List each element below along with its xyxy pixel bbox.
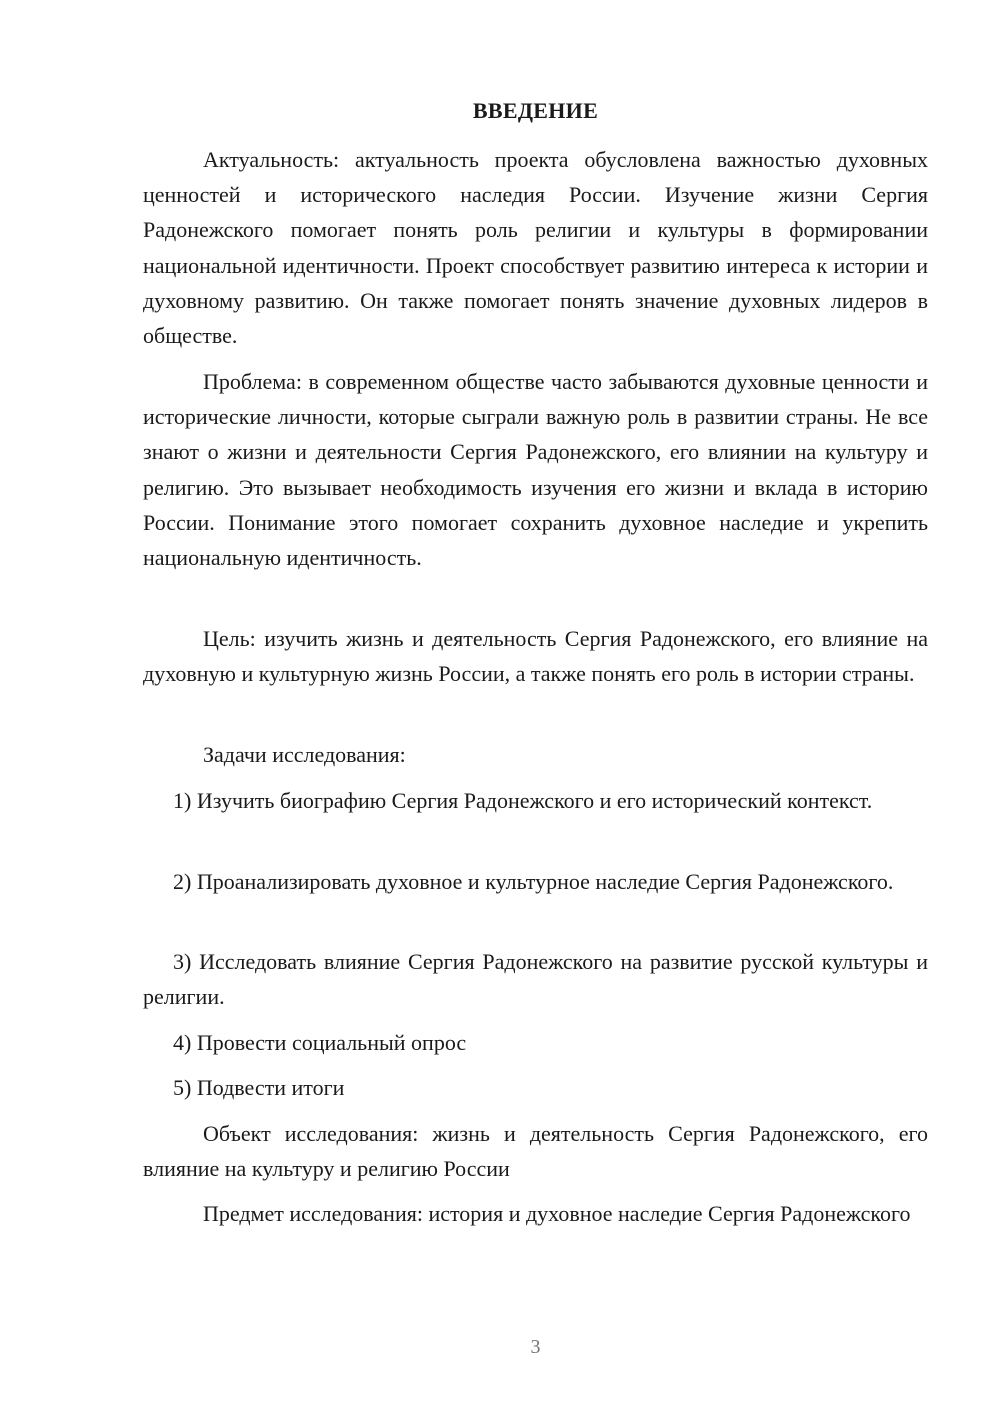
document-page [143, 0, 928, 1414]
paragraph-problem: Проблема: в современном обществе часто забываются духовные ценности и исторические личности, которые сыграли важную роль в развитии страны. Не все знают о жизни и деятельности Сергия Радонежского, его влиянии на культуру и религию. Это вызывает необходимость изучения его жизни и вклада в историю России. Понимание этого помогает сохранить духовное наследие и укрепить национальную идентичность. [143, 369, 928, 571]
paragraph-research-object: Объект исследования: жизнь и деятельность Сергия Радонежского, его влияние на культуру и религию России [143, 1121, 928, 1182]
paragraph-goal: Цель: изучить жизнь и деятельность Сергия Радонежского, его влияние на духовную и культурную жизнь России, а также понять его роль в истории страны. [143, 626, 928, 687]
paragraph-relevance: Актуальность: актуальность проекта обусловлена важностью духовных ценностей и исторического наследия России. Изучение жизни Сергия Радонежского помогает понять роль религии и культуры в формировании национальной идентичности. Проект способствует развитию интереса к истории и духовному развитию. Он также помогает понять значение духовных лидеров в обществе. [143, 147, 928, 349]
list-item-task-1: 1) Изучить биографию Сергия Радонежского и его исторический контекст. [173, 788, 873, 813]
list-item-task-5: 5) Подвести итоги [173, 1075, 345, 1100]
list-item-task-3: 3) Исследовать влияние Сергия Радонежского на развитие русской культуры и религии. [143, 949, 928, 1010]
list-item-task-2: 2) Проанализировать духовное и культурное наследие Сергия Радонежского. [173, 869, 894, 894]
paragraph-research-subject: Предмет исследования: история и духовное наследие Сергия Радонежского [203, 1201, 911, 1226]
page-number: 3 [530, 1336, 541, 1358]
list-item-task-4: 4) Провести социальный опрос [173, 1030, 467, 1055]
paragraph-tasks-heading: Задачи исследования: [203, 742, 406, 767]
page-title: ВВЕДЕНИЕ [472, 98, 599, 123]
